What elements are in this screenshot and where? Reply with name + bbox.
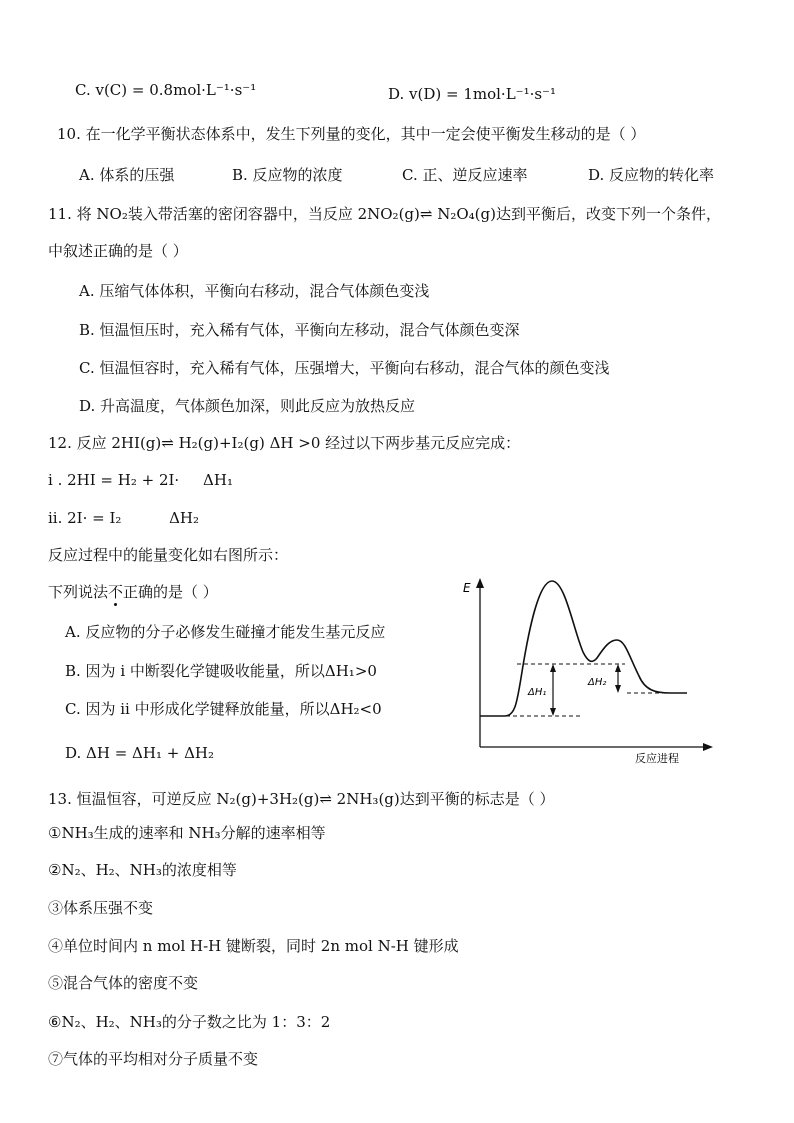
q12-question-post: 正确的是（ ）: [123, 583, 218, 601]
q11-stem-line2: 中叙述正确的是（ ）: [48, 242, 188, 260]
q10-option-c: C. 正、逆反应速率: [402, 166, 528, 184]
q10-option-d: D. 反应物的转化率: [588, 166, 715, 184]
q13-item-7: ⑦气体的平均相对分子质量不变: [48, 1050, 259, 1068]
emphasis-dot-icon: [114, 603, 117, 606]
q12-option-c: C. 因为 ii 中形成化学键释放能量，所以ΔH₂<0: [65, 700, 382, 718]
q12-question-emphasis: 不: [108, 583, 123, 601]
q12-option-b: B. 因为 i 中断裂化学键吸收能量，所以ΔH₁>0: [65, 662, 377, 680]
q9-option-d: D. v(D) = 1mol·L⁻¹·s⁻¹: [388, 85, 556, 103]
q12-figure-intro: 反应过程中的能量变化如右图所示：: [48, 546, 289, 564]
dh2-arrow-head-top: [615, 664, 621, 672]
q10-option-b: B. 反应物的浓度: [232, 166, 343, 184]
q12-step-i: i . 2HI = H₂ + 2I· ΔH₁: [48, 471, 233, 489]
q11-option-b: B. 恒温恒压时，充入稀有气体，平衡向左移动，混合气体颜色变深: [79, 321, 520, 339]
q12-option-d: D. ΔH = ΔH₁ + ΔH₂: [65, 744, 215, 762]
q13-stem: 13. 恒温恒容，可逆反应 N₂(g)+3H₂(g)⇌ 2NH₃(g)达到平衡的标志是（ ）: [48, 790, 555, 808]
y-axis-label: E: [463, 581, 471, 595]
x-axis-arrow-icon: [703, 743, 713, 751]
x-axis-label: 反应进程: [635, 752, 679, 765]
dh1-arrow-head-bottom: [550, 708, 556, 716]
energy-curve: [480, 581, 687, 716]
dh2-arrow-head-bottom: [615, 685, 621, 693]
q11-option-a: A. 压缩气体体积，平衡向右移动，混合气体颜色变浅: [79, 282, 430, 300]
dh1-label: ΔH₁: [528, 687, 547, 698]
q13-item-6: ⑥N₂、H₂、NH₃的分子数之比为 1：3：2: [48, 1013, 331, 1031]
q10-stem: 10. 在一化学平衡状态体系中，发生下列量的变化，其中一定会使平衡发生移动的是（ ）: [57, 125, 646, 143]
q12-step-ii: ii. 2I· = I₂ ΔH₂: [48, 509, 200, 527]
q13-item-3: ③体系压强不变: [48, 899, 154, 917]
q11-option-d: D. 升高温度，气体颜色加深，则此反应为放热反应: [79, 397, 416, 415]
q12-question-pre: 下列说法: [48, 583, 109, 601]
q13-item-4: ④单位时间内 n mol H-H 键断裂，同时 2n mol N-H 键形成: [48, 937, 459, 955]
y-axis-arrow-icon: [476, 578, 484, 588]
q12-stem: 12. 反应 2HI(g)⇌ H₂(g)+I₂(g) ΔH >0 经过以下两步基元反应完成：: [48, 434, 521, 452]
q9-option-c: C. v(C) = 0.8mol·L⁻¹·s⁻¹: [75, 81, 257, 99]
energy-profile-diagram: [455, 572, 725, 772]
q10-option-a: A. 体系的压强: [79, 166, 175, 184]
dh2-label: ΔH₂: [588, 677, 607, 688]
q13-item-5: ⑤混合气体的密度不变: [48, 974, 199, 992]
q13-item-1: ①NH₃生成的速率和 NH₃分解的速率相等: [48, 824, 326, 842]
q13-item-2: ②N₂、H₂、NH₃的浓度相等: [48, 861, 237, 879]
q12-option-a: A. 反应物的分子必修发生碰撞才能发生基元反应: [65, 623, 386, 641]
q11-option-c: C. 恒温恒容时，充入稀有气体，压强增大，平衡向右移动，混合气体的颜色变浅: [79, 359, 610, 377]
dh1-arrow-head-top: [550, 664, 556, 672]
q12-question: [48, 582, 218, 602]
q11-stem-line1: 11. 将 NO₂装入带活塞的密闭容器中，当反应 2NO₂(g)⇌ N₂O₄(g)达到平衡后，改变下列一个条件，: [48, 205, 721, 223]
